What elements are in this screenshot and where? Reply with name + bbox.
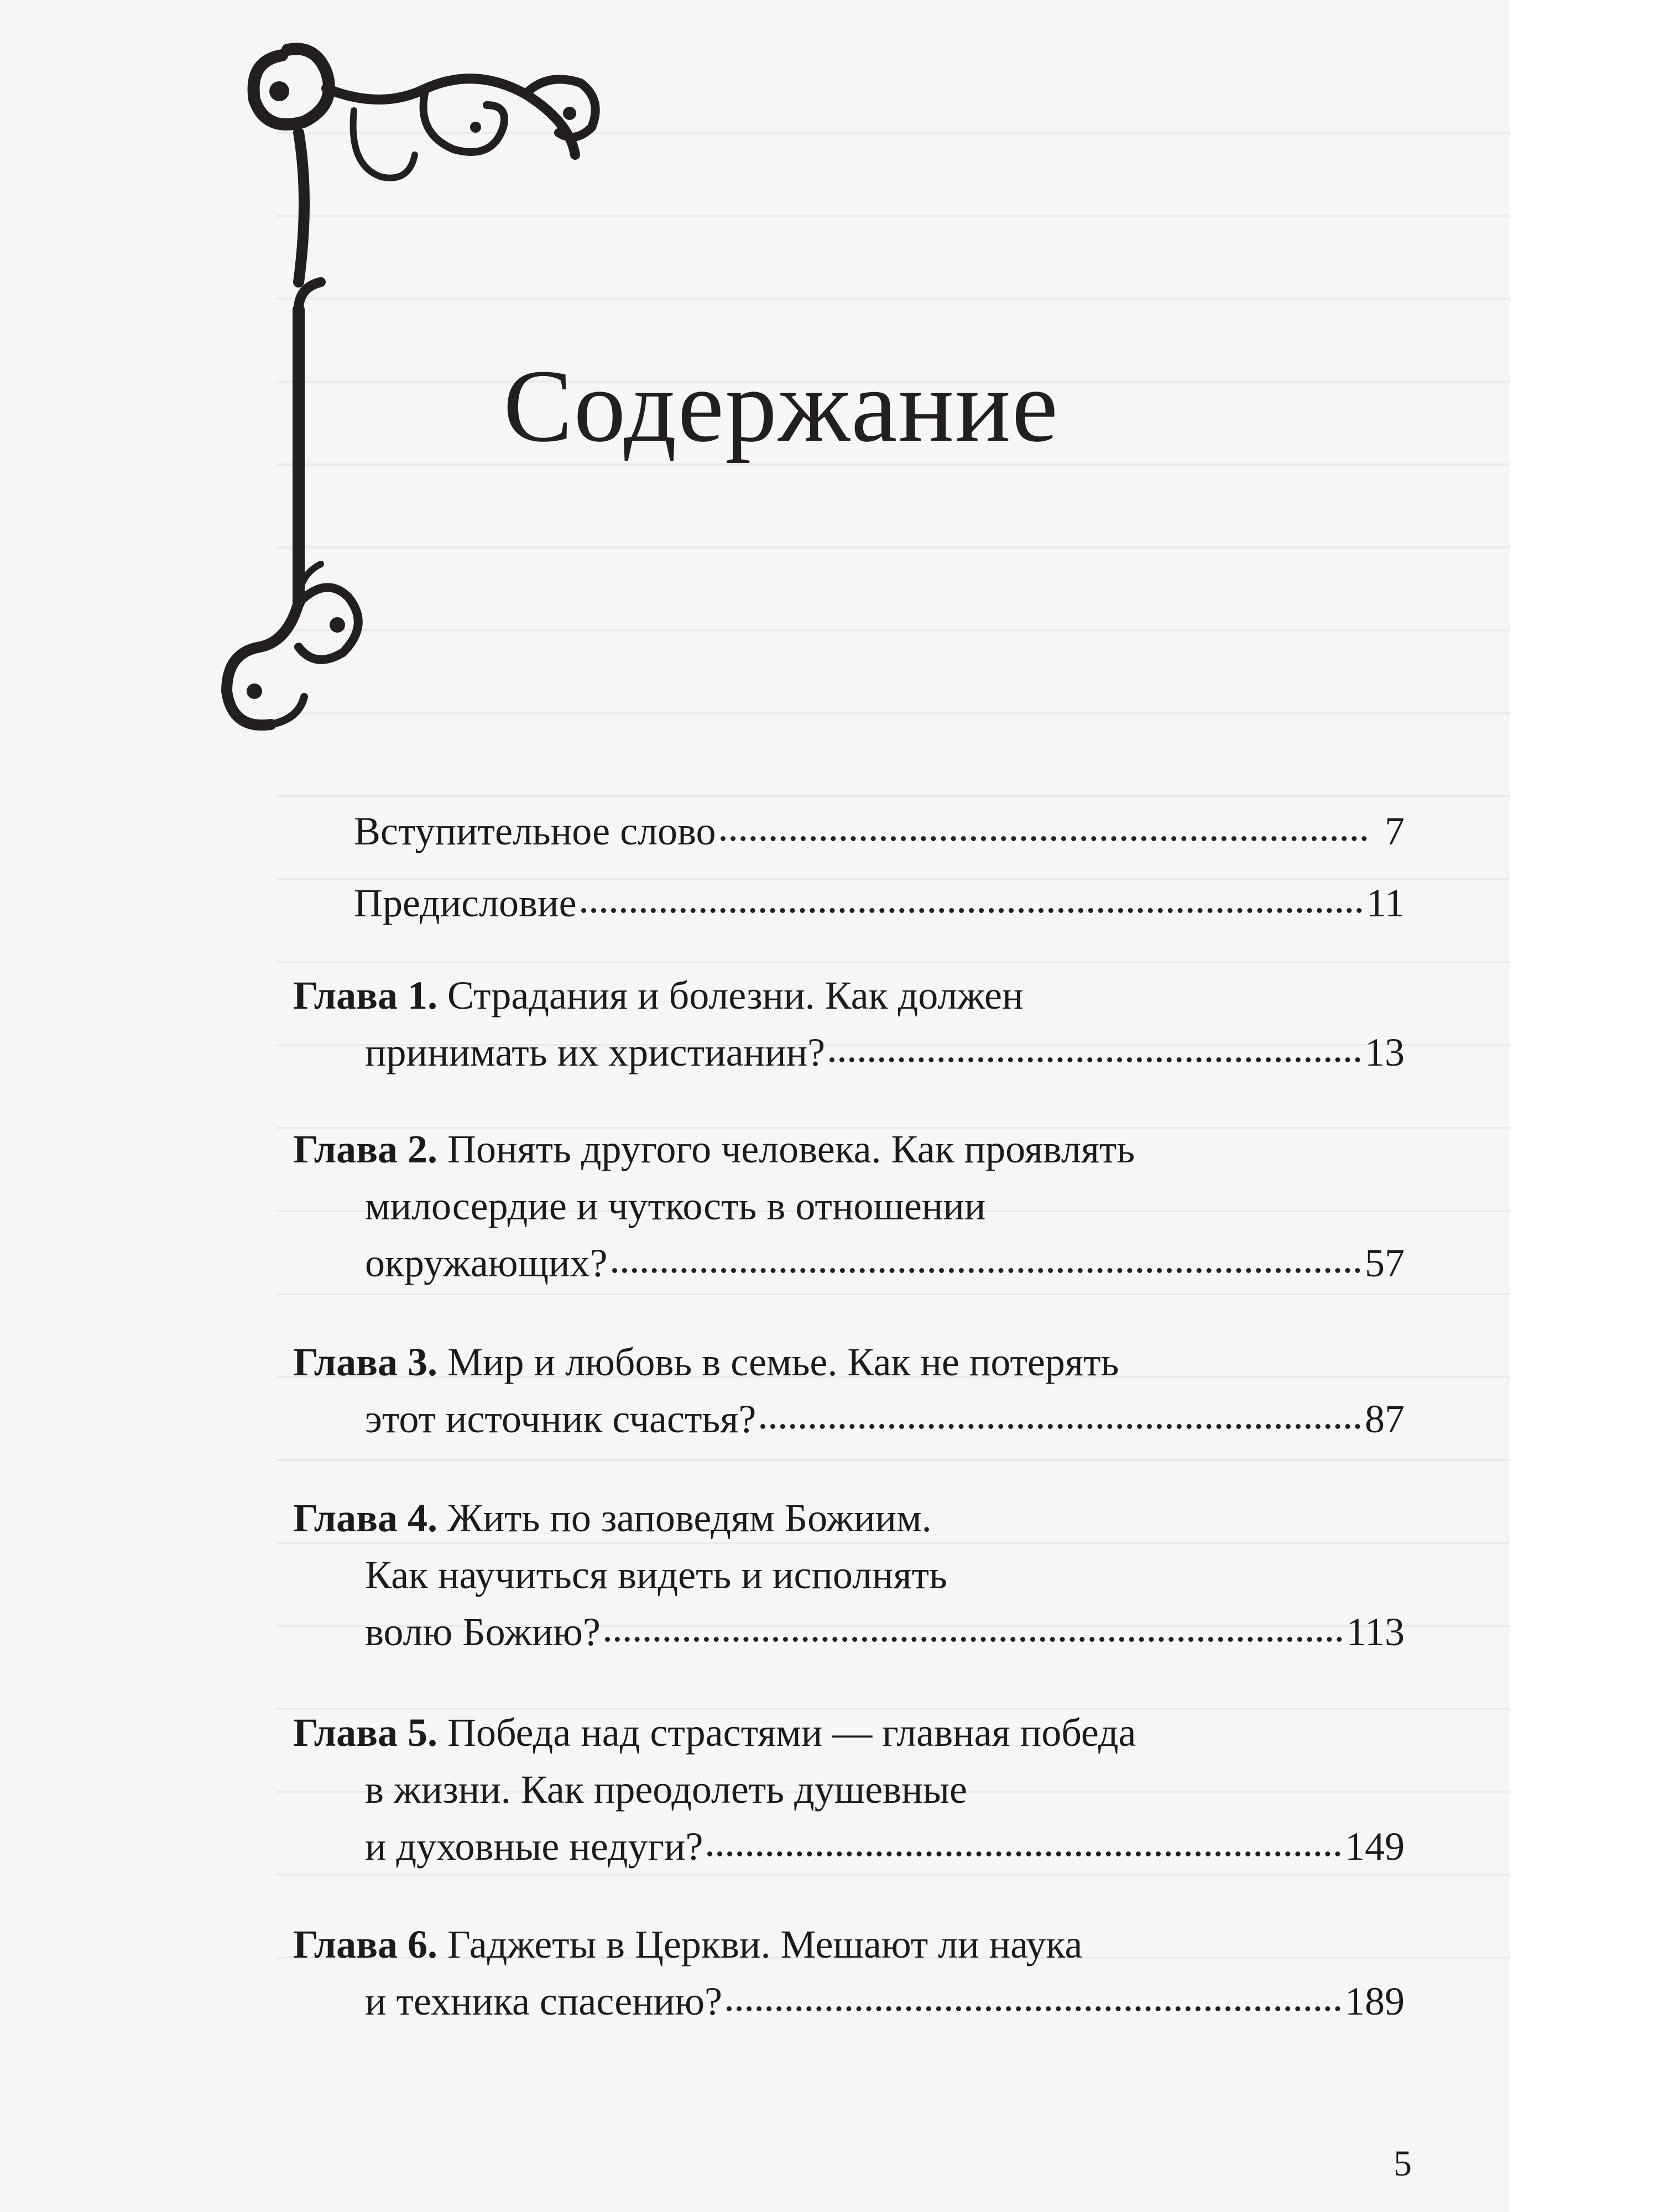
- dot-leader: [727, 2006, 1340, 2011]
- toc-page-number: 11: [1366, 881, 1405, 925]
- toc-entry-title: Предисловие: [354, 881, 577, 925]
- chapter-title-line: и духовные недуги?: [365, 1824, 703, 1869]
- dot-leader: [830, 1057, 1360, 1062]
- dot-leader: [612, 1268, 1360, 1273]
- chapter-title-line: принимать их христианин?: [365, 1030, 826, 1074]
- chapter-title-line: волю Божию?: [365, 1610, 601, 1654]
- chapter-title-line: Как научиться видеть и исполнять: [365, 1553, 947, 1597]
- toc-chapter-line[interactable]: [293, 1706, 1405, 1759]
- toc-page-number: 189: [1345, 1979, 1405, 2023]
- chapter-title-line: в жизни. Как преодолеть душевные: [365, 1767, 967, 1812]
- chapter-title-line: Мир и любовь в семье. Как не потерять: [447, 1340, 1119, 1384]
- toc-entry[interactable]: [354, 877, 1405, 930]
- chapter-title-line: Победа над страстями — главная победа: [447, 1710, 1136, 1755]
- toc-chapter-line[interactable]: [293, 1335, 1405, 1389]
- toc-page-number: 149: [1345, 1824, 1405, 1869]
- chapter-title-line: Жить по заповедям Божиим.: [447, 1496, 932, 1540]
- dot-leader: [707, 1851, 1340, 1856]
- chapter-title-line: Понять другого человека. Как проявлять: [447, 1127, 1135, 1171]
- chapter-number: Глава 3.: [293, 1340, 437, 1384]
- chapter-title-line: окружающих?: [365, 1241, 608, 1285]
- toc-chapter-line[interactable]: [365, 1605, 1405, 1658]
- toc-chapter-line[interactable]: [293, 969, 1405, 1022]
- toc-chapter-line[interactable]: [365, 1180, 1405, 1233]
- toc-chapter-line[interactable]: [293, 1491, 1405, 1545]
- chapter-number: Глава 2.: [293, 1127, 437, 1171]
- dot-leader: [581, 908, 1362, 913]
- chapter-number: Глава 1.: [293, 973, 437, 1018]
- toc-chapter-line[interactable]: [365, 1026, 1405, 1079]
- toc-chapter-line[interactable]: [365, 1548, 1405, 1601]
- page-number: 5: [1394, 2143, 1412, 2184]
- toc-entry[interactable]: [354, 805, 1405, 858]
- chapter-title-line: и техника спасению?: [365, 1979, 722, 2023]
- toc-chapter-line[interactable]: [365, 1975, 1405, 2028]
- chapter-title-line: Страдания и болезни. Как должен: [447, 973, 1024, 1018]
- toc-chapter-line[interactable]: [365, 1763, 1405, 1816]
- chapter-title-line: милосердие и чуткость в отношении: [365, 1184, 986, 1228]
- toc-chapter-line[interactable]: [293, 1918, 1405, 1971]
- chapter-number: Глава 4.: [293, 1496, 437, 1540]
- toc-page-number: 13: [1365, 1030, 1405, 1074]
- toc-chapter-line[interactable]: [365, 1237, 1405, 1290]
- dot-leader: [605, 1637, 1342, 1642]
- chapter-title-line: этот источник счастья?: [365, 1397, 757, 1441]
- chapter-title-line: Гаджеты в Церкви. Мешают ли наука: [447, 1922, 1083, 1966]
- page-title: Содержание: [503, 348, 1060, 463]
- toc-chapter-line[interactable]: [365, 1392, 1405, 1446]
- toc-page-number: 113: [1346, 1610, 1405, 1654]
- chapter-number: Глава 6.: [293, 1922, 437, 1966]
- dot-leader: [721, 836, 1367, 841]
- toc-page-number: 87: [1365, 1397, 1405, 1441]
- scan-margin: [1510, 0, 1659, 2212]
- toc-page-number: 7: [1385, 809, 1405, 853]
- toc-chapter-line[interactable]: [365, 1820, 1405, 1873]
- toc-entry-title: Вступительное слово: [354, 809, 716, 853]
- chapter-number: Глава 5.: [293, 1710, 437, 1755]
- toc-chapter-line[interactable]: [293, 1123, 1405, 1176]
- toc-page-number: 57: [1365, 1241, 1405, 1285]
- dot-leader: [760, 1424, 1360, 1429]
